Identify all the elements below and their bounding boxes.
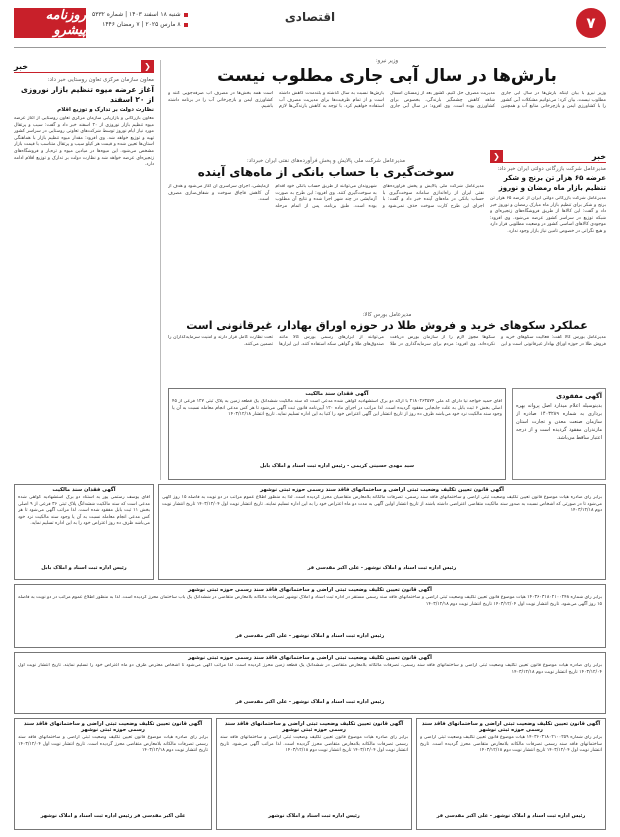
ad-signature: رئیس اداره ثبت اسناد و املاک نوشهر	[268, 813, 360, 819]
ad-box	[168, 388, 506, 480]
chevron-left-icon: ❮	[141, 60, 154, 73]
gold-headline: عملکرد سکوهای خرید و فروش طلا در حوزه اوراق بهادار، غیرقانونی است	[186, 319, 588, 332]
gold-body: مدیرعامل بورس کالا گفت: فعالیت سکوهای خرید و فروش طلا در حوزه اوراق بهادار غیرقانونی است و این سکوها مجوز لازم را از سازمان بورس دریافت نکرده‌اند. وی افزود: مردم برای سرمایه‌گذاری در طلا می‌توانند از ابزارهای رسمی بورس کالا مانند صندوق‌های طلا و گواهی سکه استفاده کنند. این ابزارها تحت نظارت کامل قرار دارند و امنیت سرمایه‌گذاران را تضمین می‌کنند.	[168, 335, 606, 347]
sidebar-label: خبر	[14, 61, 29, 71]
ad-box	[14, 652, 606, 714]
page-number-badge: ۷	[576, 8, 606, 38]
gold-story	[168, 312, 606, 382]
ad-signature: رئیس اداره ثبت اسناد و املاک نوشهر - علی اکبر مقدسی فر	[235, 699, 385, 705]
news-body: مدیرعامل شرکت بازرگانی دولتی ایران از عرضه ۶۵ هزار تن برنج و شکر برای تنظیم بازار ماه مبارک رمضان و نوروز خبر داد و گفت: این کالاها از طریق فروشگاه‌های زنجیره‌ای و شبکه توزیع در سراسر کشور عرضه می‌شود. وی افزود: موجودی کالاهای اساسی کشور در وضعیت مطلوبی قرار دارد و هیچ نگرانی در خصوص تامین نیاز بازار وجود ندارد.	[490, 196, 606, 234]
bank-kicker: مدیرعامل شرکت ملی پالایش و پخش فرآورده‌های نفتی ایران خبرداد:	[246, 158, 406, 164]
sidebar-header	[490, 150, 606, 163]
lost-notice-title: آگهی مفقودی	[556, 392, 602, 400]
news-kicker: معاون سازمان مرکزی تعاون روستایی خبر داد:	[47, 77, 154, 83]
issue-info	[92, 10, 188, 30]
ad-title: آگهی قانون تعیین تکلیف وضعیت ثبتی اراضی و ساختمانهای فاقد سند رسمی حوزه ثبتی نوشهر	[260, 487, 504, 493]
news-headline: آغاز عرضه میوه تنظیم بازار نوروزی از ۲۰ اسفند	[21, 85, 154, 104]
ad-signature: رئیس اداره ثبت اسناد و املاک نوشهر - علی اکبر مقدسی فر	[235, 633, 385, 639]
ad-body: برابر رای صادره هیات موضوع قانون تعیین تکلیف وضعیت ثبتی اراضی و ساختمانهای فاقد سند رسمی تصرفات مالکانه بلامعارض متقاضی محرز گردیده است. لذا مراتب آگهی می‌شود. تاریخ انتشار نوبت اول ۱۴۰۳/۱۲/۰۴ تاریخ انتشار نوبت دوم ۱۴۰۳/۱۲/۱۸	[220, 735, 408, 754]
ad-title: آگهی قانون تعیین تکلیف وضعیت ثبتی اراضی و ساختمانهای فاقد سند رسمی حوزه ثبتی نوشهر	[224, 721, 404, 733]
ad-box	[14, 718, 212, 830]
ad-box	[158, 484, 606, 580]
bank-headline: سوخت‌گیری با حساب بانکی از ماه‌های آینده	[197, 165, 455, 179]
sidebar-news-top	[14, 60, 154, 400]
ad-signature: علی اکبر مقدسی فر رئیس اداره ثبت اسناد و املاک نوشهر	[40, 813, 186, 819]
news-subheadline: نظارت دولت بر تدارک و توزیع اقلام	[57, 107, 154, 113]
lead-body: وزیر نیرو با بیان اینکه بارش‌ها در سال آبی جاری مطلوب نیست، بیان کرد: می‌توانیم مشکلات آبی کشور را با کشاورزی ایمن و بازچرخانی منابع آب و همچنین مدیریت مصرف حل کنیم. کشور بعد از زمستان امسال شاهد کاهش چشمگیر بارندگی، بخصوص برای کشاورزی بوده است. وی افزود: در سال آبی جاری بارش‌ها نسبت به سال گذشته و بلندمدت کاهش داشته است و از تمام ظرفیت‌ها برای مدیریت مصرف آب استفاده خواهیم کرد. با توجه به کاهش بارندگی‌ها لازم است همه بخش‌ها در مصرف آب صرفه‌جویی کنند و کشاورزی ایمن و بازچرخانی آب را در برنامه داشته باشیم.	[168, 91, 606, 110]
gold-kicker: مدیرعامل بورس کالا:	[362, 312, 412, 318]
ad-box	[14, 584, 606, 648]
lead-headline: بارش‌ها در سال آبی جاری مطلوب نیست	[217, 66, 557, 86]
ad-box	[216, 718, 412, 830]
sidebar-header	[14, 60, 154, 73]
ad-body: برابر رای صادره هیات موضوع قانون تعیین تکلیف وضعیت ثبتی اراضی و ساختمانهای فاقد سند رسمی، تصرفات مالکانه بلامعارض متقاضی در ششدانگ یک قطعه زمین محرز گردیده است. لذا مراتب آگهی می‌شود تا اشخاص معترض ظرف دو ماه اعتراض خود را تسلیم نمایند. تاریخ انتشار نوبت اول ۱۴۰۳/۱۲/۰۴ تاریخ انتشار نوبت دوم ۱۴۰۳/۱۲/۱۸	[18, 663, 602, 675]
ad-body: برابر رای شماره ۱۴۰۳۶۰۳۱۸۰۲۱۰۰۲۴۸ هیات موضوع قانون تعیین تکلیف وضعیت ثبتی اراضی و ساختمانهای فاقد سند رسمی مستقر در اداره ثبت اسناد و املاک نوشهر تصرفات مالکانه بلامعارض متقاضی در ششدانگ یک باب ساختمان محرز گردیده است. لذا به منظور اطلاع عموم مراتب در دو نوبت به فاصله ۱۵ روز آگهی می‌شود. تاریخ انتشار نوبت اول ۱۴۰۳/۱۲/۰۴ تاریخ انتشار نوبت دوم ۱۴۰۳/۱۲/۱۸	[18, 595, 602, 607]
ad-body: آقای حمید خواجه نیا دارای کد ملی ۲۱۸۰۲۶۳۵۷۴ با ارائه دو برگ استشهادیه گواهی شده مدعی است که سند مالکیت ششدانگ یک قطعه زمین به پلاک ثبتی ۱۲۷ فرعی از ۴۵ اصلی بخش ۶ ثبت بابل به علت جابجایی مفقود گردیده است. لذا مراتب در اجرای ماده ۱۲۰ آیین‌نامه قانون ثبت آگهی می‌شود تا هر کس مدعی انجام معامله نسبت به آن یا وجود سند مالکیت نزد خود می‌باشد ظرف ده روز از تاریخ انتشار این آگهی اعتراض خود را کتبا به این اداره تسلیم نماید. تاریخ انتشار ۱۴۰۳/۱۲/۱۸	[172, 399, 502, 418]
bullet-icon	[184, 23, 188, 27]
sidebar-label: خبر	[591, 151, 606, 161]
column-divider	[160, 60, 161, 480]
bank-story	[168, 158, 484, 308]
ad-body: برابر رای صادره هیات موضوع قانون تعیین تکلیف وضعیت ثبتی اراضی و ساختمانهای فاقد سند رسمی، تصرفات مالکانه بلامعارض متقاضیان محرز گردیده است. لذا به منظور اطلاع عموم مراتب در دو نوبت به فاصله ۱۵ روز آگهی می‌شود تا در صورتی که اشخاص نسبت به صدور سند مالکیت متقاضی اعتراضی داشته باشند از تاریخ انتشار اولین آگهی به مدت دو ماه اعتراض خود را به این اداره تسلیم نمایند. تاریخ انتشار نوبت اول ۱۴۰۳/۱۲/۰۴ تاریخ انتشار نوبت دوم ۱۴۰۳/۱۲/۱۸	[162, 495, 602, 514]
ad-title: آگهی قانون تعیین تکلیف وضعیت ثبتی اراضی و ساختمانهای فاقد سند رسمی حوزه ثبتی نوشهر	[23, 721, 203, 733]
issue-date: شنبه ۱۸ اسفند ۱۴۰۳ | شماره ۵۳۳۲	[92, 11, 181, 18]
issue-date-alt: ۸ مارس ۲۰۲۵ | ۷ رمضان ۱۴۴۶	[102, 21, 181, 28]
ad-body: برابر رای صادره هیات موضوع قانون تعیین تکلیف وضعیت ثبتی اراضی و ساختمانهای فاقد سند رسمی تصرفات مالکانه بلامعارض متقاضی محرز گردیده است. تاریخ انتشار نوبت اول ۱۴۰۳/۱۲/۰۴ تاریخ انتشار نوبت دوم ۱۴۰۳/۱۲/۱۸	[18, 735, 208, 754]
ad-signature: رئیس اداره ثبت اسناد و املاک نوشهر - علی اکبر مقدسی فر	[307, 565, 457, 571]
page-header	[14, 6, 606, 48]
news-body: معاون بازرگانی و بازاریابی سازمان مرکزی تعاون روستایی از آغاز عرضه میوه تنظیم بازار نوروزی از ۲۰ اسفند خبر داد و گفت: سیب و پرتقال مورد نیاز ایام نوروز توسط شرکت‌های تعاونی روستایی در سراسر کشور تهیه و توزیع خواهد شد. وی افزود: مقدار میوه تنظیم بازار با هماهنگی استان‌ها تعیین شده و قیمت هر کیلو سیب و پرتقال متناسب با قیمت بازار مشخص می‌شود. این میوه‌ها در میادین میوه و تره‌بار و فروشگاه‌های زنجیره‌ای عرضه خواهد شد و نظارت دولت بر تدارک و توزیع اقلام ادامه دارد.	[14, 116, 154, 168]
section-title: اقتصادی	[284, 10, 336, 24]
ad-title: آگهی فقدان سند مالکیت	[52, 487, 116, 493]
lead-kicker: وزیر نیرو:	[375, 58, 399, 64]
news-headline: عرضه ۶۵ هزار تن برنج و شکر تنظیم بازار ماه رمضان و نوروز	[498, 174, 606, 192]
ad-signature: سید مهدی حسینی کریمی - رئیس اداره ثبت اسناد و املاک بابل	[259, 463, 415, 469]
ad-title: آگهی فقدان سند مالکیت	[305, 391, 369, 397]
ad-title: آگهی قانون تعیین تکلیف وضعیت ثبتی اراضی و ساختمانهای فاقد سند رسمی حوزه ثبتی نوشهر	[421, 721, 601, 733]
ad-body: برابر رای شماره ۱۴۰۳۶۰۳۱۸۰۲۱۰۰۲۵۹ هیات موضوع قانون تعیین تکلیف وضعیت ثبتی اراضی و ساختمانهای فاقد سند رسمی تصرفات مالکانه بلامعارض متقاضی محرز گردیده است. تاریخ انتشار نوبت اول ۱۴۰۳/۱۲/۰۴ تاریخ انتشار نوبت دوم ۱۴۰۳/۱۲/۱۸	[420, 735, 602, 754]
news-kicker: مدیرعامل شرکت بازرگانی دولتی ایران خبر داد:	[497, 166, 606, 172]
bullet-icon	[184, 13, 188, 17]
ad-box	[416, 718, 606, 830]
ad-box	[14, 484, 154, 580]
lead-story	[168, 58, 606, 139]
newspaper-logo: روزنامه پیشرو	[14, 8, 86, 38]
bank-body: مدیرعامل شرکت ملی پالایش و پخش فرآورده‌های نفتی ایران از راه‌اندازی سامانه سوخت‌گیری با حساب بانکی در ماه‌های آینده خبر داد و گفت: با اجرای این طرح کارت سوخت حذف نمی‌شود و شهروندان می‌توانند از طریق حساب بانکی خود اقدام به سوخت‌گیری کنند. وی افزود: این طرح به صورت آزمایشی در چند شهر اجرا شده و نتایج آن مطلوب بوده است. طبق برنامه، پس از اتمام مرحله آزمایشی، اجرای سراسری آن آغاز می‌شود و هدف از آن کاهش قاچاق سوخت و شفاف‌سازی مصرف است.	[168, 184, 484, 209]
ad-signature: رئیس اداره ثبت اسناد و املاک بابل	[41, 565, 127, 571]
lost-notice	[512, 388, 606, 480]
ad-signature: رئیس اداره ثبت اسناد و املاک نوشهر - علی اکبر مقدسی فر	[436, 813, 586, 819]
chevron-left-icon: ❮	[490, 150, 503, 163]
lost-notice-body: بدینوسیله اعلام میدارد اصل پروانه بهره برداری به شماره ۱۴۰۳۲۸۹ صادره از سازمان صنعت معدن و تجارت استان مازندران مفقود گردیده است و از درجه اعتبار ساقط می‌باشد.	[516, 403, 602, 441]
ad-title: آگهی قانون تعیین تکلیف وضعیت ثبتی اراضی و ساختمانهای فاقد سند رسمی حوزه ثبتی نوشهر	[188, 587, 432, 593]
ad-body: آقای یوسف رستمی پور به استناد دو برگ استشهادیه گواهی شده مدعی است که سند مالکیت ششدانگ پلاک ثبتی ۳۶ فرعی از ۹ اصلی بخش ۱۱ ثبت بابل مفقود شده است. لذا مراتب آگهی می‌شود تا هر کس مدعی انجام معامله نسبت به آن یا وجود سند مالکیت نزد خود می‌باشد ظرف ده روز اعتراض خود را به این اداره تسلیم نماید.	[18, 495, 150, 527]
ad-title: آگهی قانون تعیین تکلیف وضعیت ثبتی اراضی و ساختمانهای فاقد سند رسمی حوزه ثبتی نوشهر	[188, 655, 432, 661]
